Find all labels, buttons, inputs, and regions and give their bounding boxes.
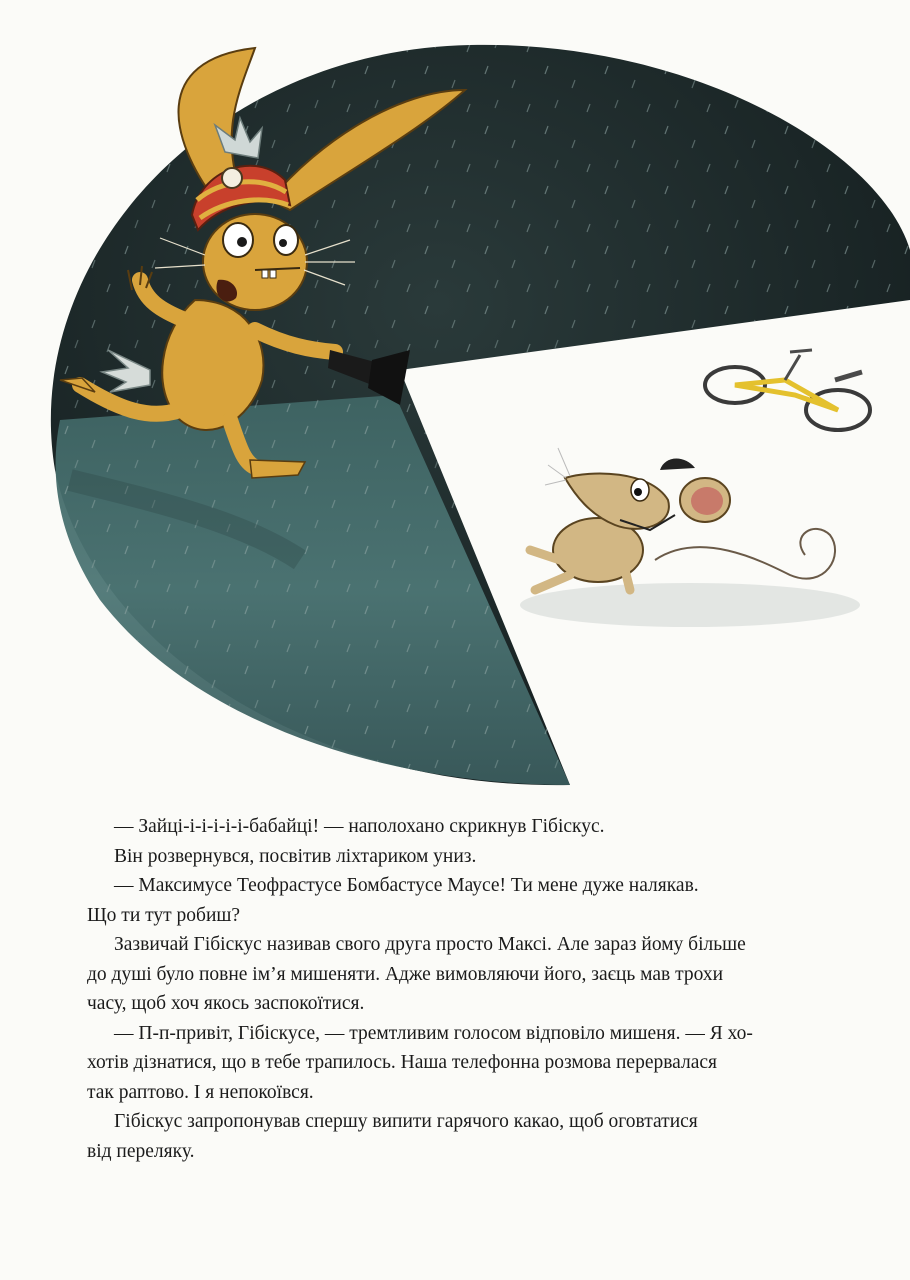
story-line: Він розвернувся, посвітив ліхтариком униз.	[114, 845, 477, 867]
story-text	[87, 812, 787, 1166]
story-line: Гібіскус запропонував спершу випити гарячого какао, щоб оговтатися	[114, 1111, 698, 1132]
story-line: — П-п-привіт, Гібіскусе, — тремтливим голосом відповіло мишеня. — Я хо-	[114, 1022, 753, 1044]
story-line: до душі було повне ім’я мишеняти. Адже вимовляючи його, заєць мав трохи	[87, 963, 724, 985]
bicycle	[705, 350, 870, 430]
flashlight-beam	[56, 395, 570, 785]
story-line: так раптово. І я непокоївся.	[87, 1081, 314, 1103]
story-line: Зазвичай Гібіскус називав свого друга просто Максі. Але зараз йому більше	[114, 934, 746, 955]
mouse-maxi	[520, 448, 860, 627]
story-line: від переляку.	[87, 1140, 195, 1162]
story-line: хотів дізнатися, що в тебе трапилось. Наша телефонна розмова перервалася	[87, 1052, 718, 1073]
story-line: часу, щоб хоч якось заспокоїтися.	[87, 993, 365, 1014]
story-line: — Максимусе Теофрастусе Бомбастусе Маусе! Ти мене дуже налякав.	[114, 875, 699, 896]
story-line: Що ти тут робиш?	[87, 904, 241, 926]
story-line: — Зайці-і-і-і-і-і-бабайці! — наполохано скрикнув Гібіскус.	[114, 816, 605, 837]
